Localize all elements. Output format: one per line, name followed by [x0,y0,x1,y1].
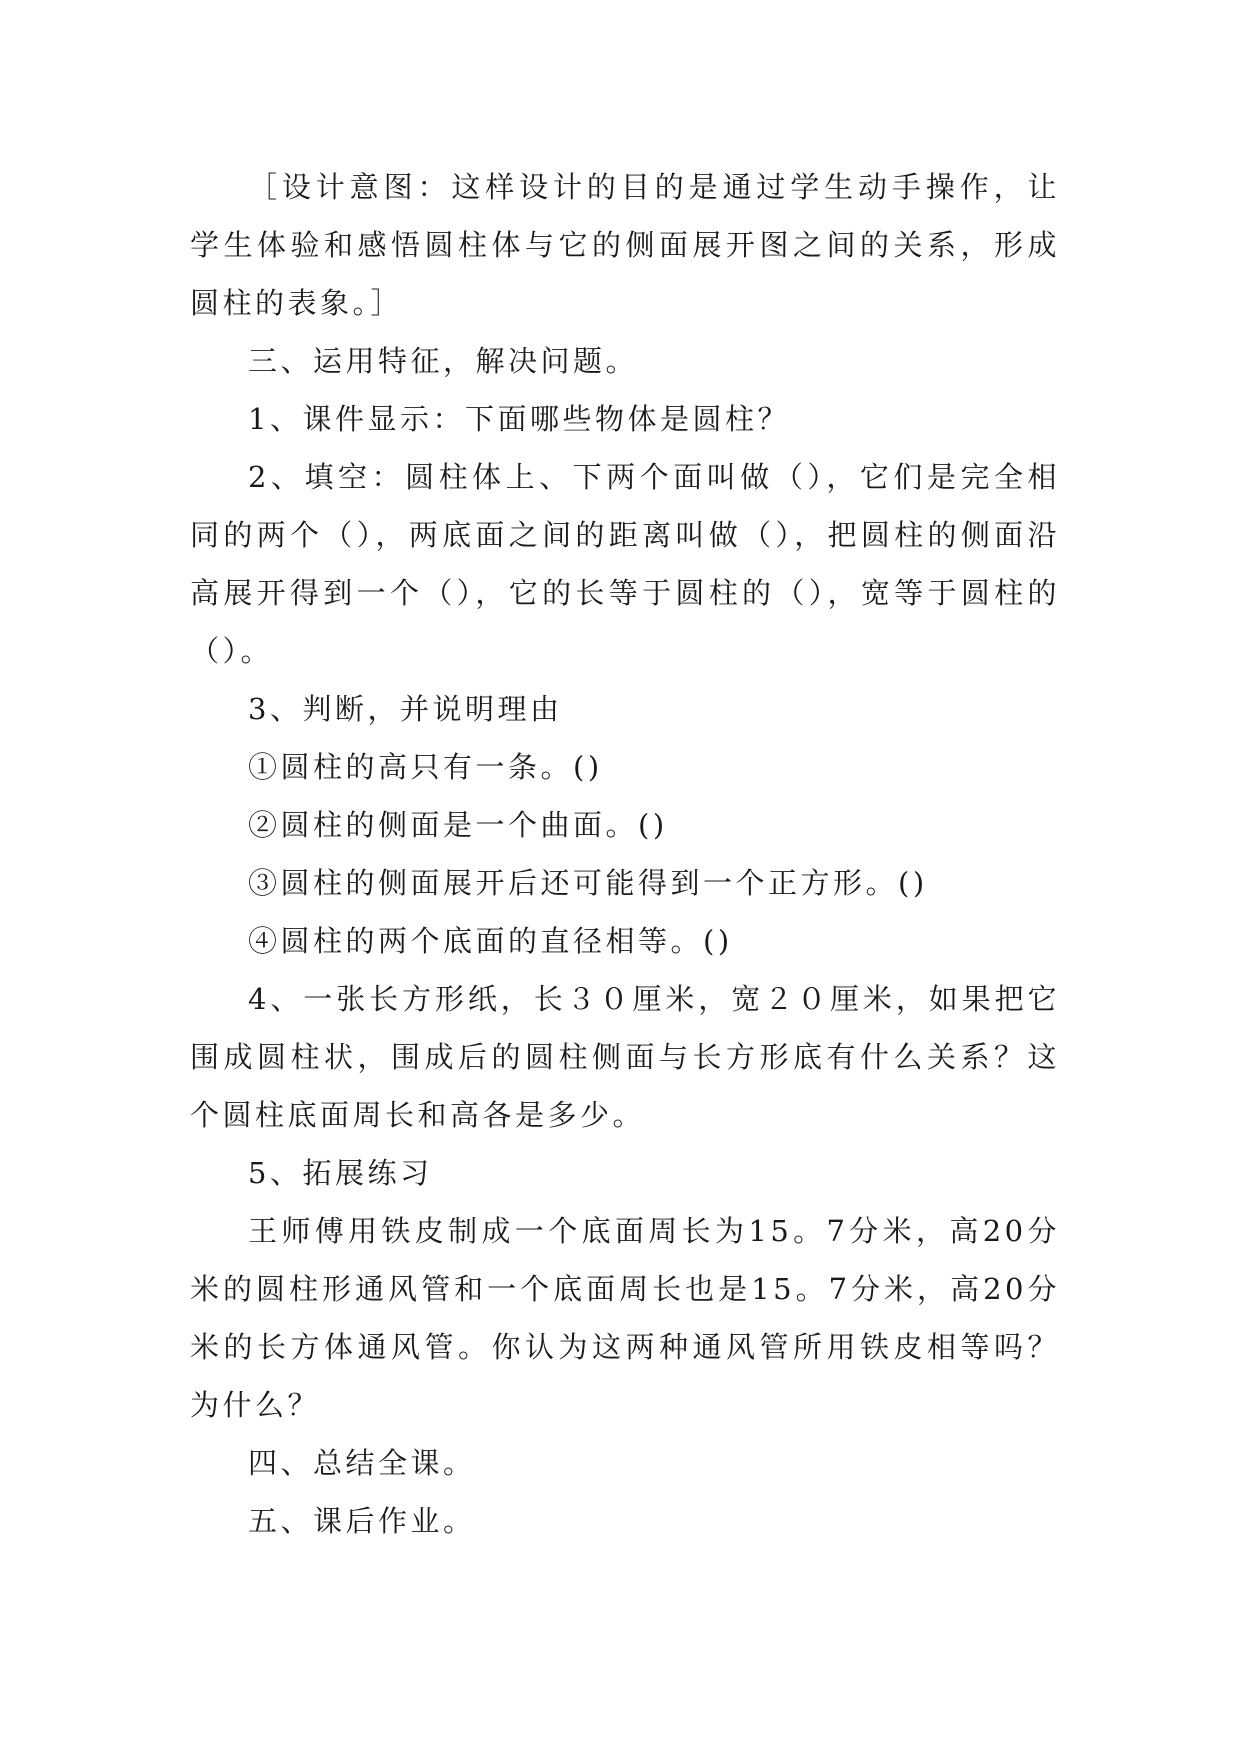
section-four-heading: 四、总结全课。 [248,1446,476,1480]
question-5-extension: 5、拓展练习 [248,1156,433,1190]
section-three-heading: 三、运用特征，解决问题。 [248,344,639,378]
design-intent-paragraph: ［设计意图：这样设计的目的是通过学生动手操作，让学生体验和感悟圆柱体与它的侧面展开图之间的关系，形成圆柱的表象。］ [190,170,1060,320]
question-3-judge: 3、判断，并说明理由 [248,692,563,726]
extension-problem: 王师傅用铁皮制成一个底面周长为15。7分米，高20分米的圆柱形通风管和一个底面周长也是15。7分米，高20分米的长方体通风管。你认为这两种通风管所用铁皮相等吗？为什么？ [190,1214,1060,1422]
judge-item-2: ②圆柱的侧面是一个曲面。() [248,808,668,842]
judge-item-4: ④圆柱的两个底面的直径相等。() [248,924,733,958]
section-five-heading: 五、课后作业。 [248,1504,476,1538]
question-1: 1、课件显示：下面哪些物体是圆柱？ [248,402,790,436]
document-body [190,158,1060,1550]
question-2-fill-blank: 2、填空：圆柱体上、下两个面叫做（），它们是完全相同的两个（），两底面之间的距离叫做（），把圆柱的侧面沿高展开得到一个（），它的长等于圆柱的（），宽等于圆柱的（）。 [190,460,1060,668]
judge-item-3: ③圆柱的侧面展开后还可能得到一个正方形。() [248,866,928,900]
question-4: 4、一张长方形纸，长３０厘米，宽２０厘米，如果把它围成圆柱状，围成后的圆柱侧面与长方形底有什么关系？这个圆柱底面周长和高各是多少。 [190,982,1060,1132]
judge-item-1: ①圆柱的高只有一条。() [248,750,603,784]
